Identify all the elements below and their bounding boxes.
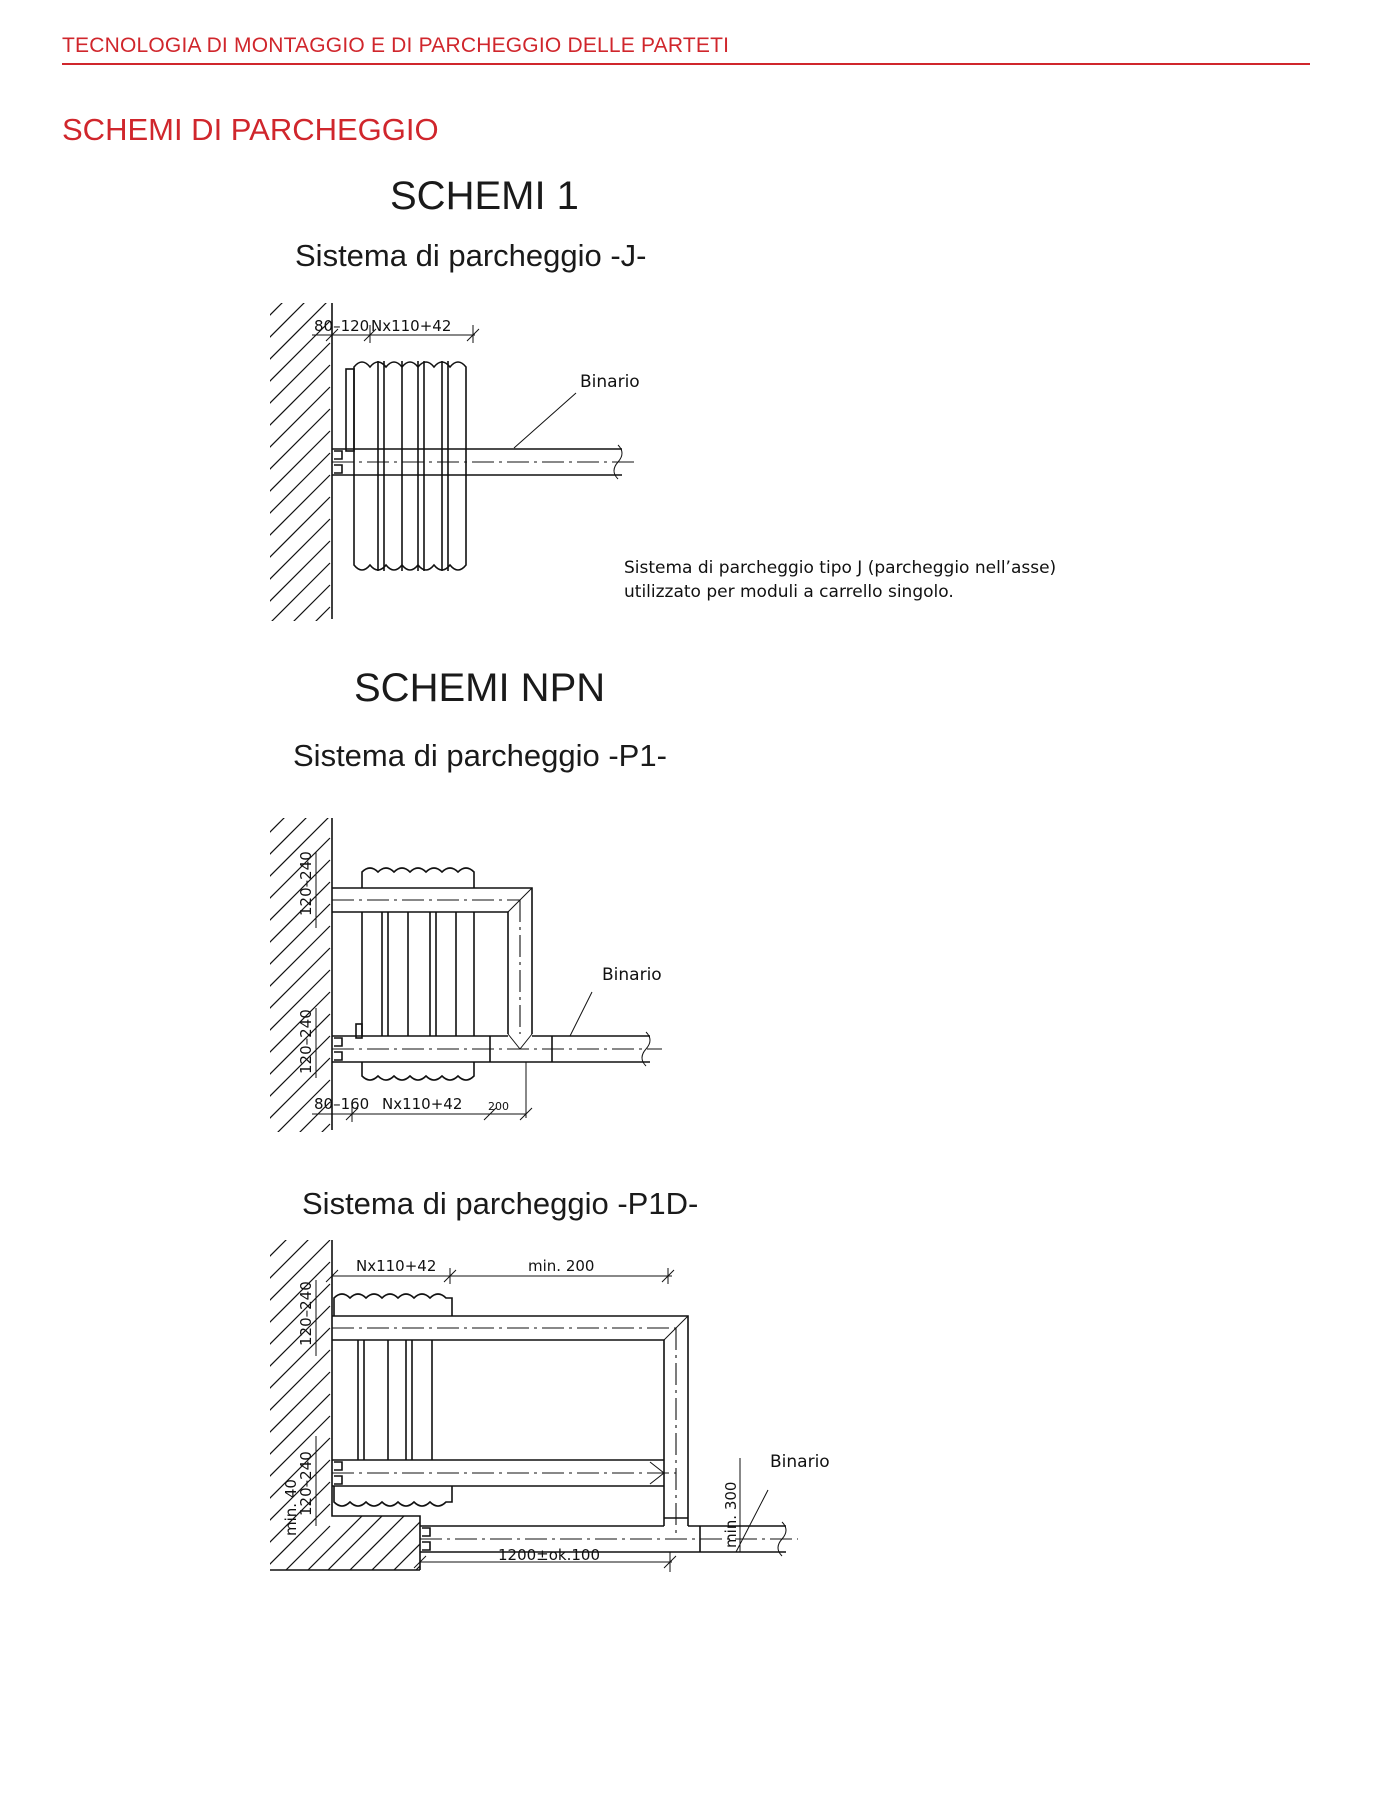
track-label-p1: Binario [602,965,662,985]
wall-hatch [230,772,330,1224]
note-j [624,556,1056,604]
dim-bottom-side-p1d: 120–240 [297,1451,315,1516]
track-label-j: Binario [580,372,640,392]
diagram-p1 [270,812,690,1132]
dim-modules-p1d: Nx110+42 [356,1257,437,1275]
dim-top-side-p1: 120–240 [297,851,315,916]
dim-offset-p1: 80–160 [314,1095,370,1113]
dim-min300-p1d: min. 300 [722,1481,740,1548]
track-leader-j [514,393,576,448]
schemi1-system-title: Sistema di parcheggio -J- [295,238,647,273]
track-label-p1d: Binario [770,1452,830,1472]
dim-top-side-p1d: 120–240 [297,1281,315,1346]
wall-modules [346,361,466,571]
track-loop-p1d [332,1316,688,1536]
diagram-p1d [270,1236,830,1576]
dimension-bottom [312,1062,532,1122]
wall-modules [334,1294,452,1506]
dim-min40-p1d: min. 40 [282,1479,300,1536]
dim-gap-p1d: min. 200 [528,1257,595,1275]
section-title: SCHEMI DI PARCHEGGIO [62,112,439,147]
track-leader-p1d [736,1490,768,1552]
p1-system-title: Sistema di parcheggio -P1- [293,738,667,773]
track-leader-p1 [570,992,592,1036]
track-exit-p1d [420,1490,798,1556]
p1d-system-title: Sistema di parcheggio -P1D- [302,1186,699,1221]
header-title: TECNOLOGIA DI MONTAGGIO E DI PARCHEGGIO DELLE PARTETI [62,34,730,57]
dim-offset-j: 80–120 [314,317,370,335]
dim-track-p1d: 1200±ok.100 [498,1546,601,1564]
schemi-npn-heading: SCHEMI NPN [354,666,606,710]
dim-modules-j: Nx110+42 [371,317,452,335]
dim-turn-p1: 200 [488,1100,509,1113]
header-rule [62,63,1310,65]
dim-bottom-side-p1: 120–240 [297,1009,315,1074]
dim-modules-p1: Nx110+42 [382,1095,463,1113]
note-j-line1: Sistema di parcheggio tipo J (parcheggio nell’asse) [624,558,1057,578]
schemi1-heading: SCHEMI 1 [390,174,579,218]
note-j-line2: utilizzato per moduli a carrello singolo. [624,582,954,602]
